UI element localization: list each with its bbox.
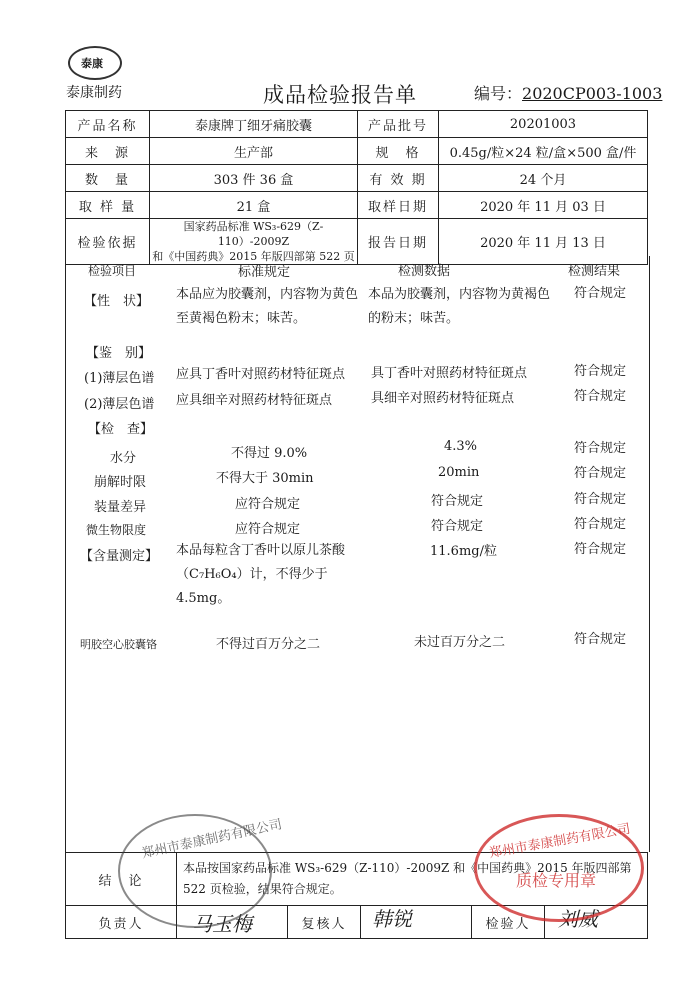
responsible-label: 负责人 — [66, 906, 177, 939]
ident-result-1: 符合规定 — [574, 364, 627, 379]
inspector-signature: 刘威 — [558, 907, 598, 931]
responsible-signature: 马玉梅 — [192, 912, 252, 936]
insp-standard-4: 应符合规定 — [235, 522, 301, 537]
capsule-result: 符合规定 — [574, 632, 627, 647]
test-results-section — [65, 256, 650, 852]
reviewer-signature: 韩锐 — [372, 907, 412, 931]
serial-value: 2020CP003-1003 — [522, 84, 663, 103]
insp-standard-1: 不得过 9.0% — [231, 446, 308, 461]
insp-data-1: 4.3% — [444, 439, 478, 454]
identification-label: 【鉴 别】 — [86, 346, 152, 361]
insp-item-2: 崩解时限 — [94, 475, 147, 490]
ident-data-1: 具丁香叶对照药材特征斑点 — [371, 366, 528, 381]
sample-value: 21 盒 — [150, 192, 358, 219]
conclusion-label: 结 论 — [66, 853, 177, 906]
serial-label: 编号： — [474, 84, 523, 103]
insp-result-1: 符合规定 — [574, 441, 627, 456]
batch-number: 20201003 — [439, 111, 648, 138]
ident-result-2: 符合规定 — [574, 389, 627, 404]
ident-standard-2: 应具细辛对照药材特征斑点 — [176, 393, 333, 408]
insp-item-1: 水分 — [110, 451, 137, 466]
character-result: 符合规定 — [574, 286, 627, 301]
character-data: 本品为胶囊剂，内容物为黄褐色的粉末；味苦。 — [368, 287, 551, 326]
left-stamp-text: 郑州市泰康制药有限公司 — [140, 817, 284, 862]
insp-data-2: 20min — [438, 465, 480, 480]
product-info-table — [65, 110, 648, 265]
quantity-value: 303 件 36 盒 — [150, 165, 358, 192]
inspection-label: 【检 查】 — [88, 422, 154, 437]
basis-line-1: 国家药品标准 WS₃-629（Z-110）-2009Z — [183, 220, 324, 248]
quantity-label: 数 量 — [66, 165, 150, 192]
inspector-label: 检验人 — [472, 906, 545, 939]
company-name: 泰康制药 — [66, 85, 122, 101]
spec-value: 0.45g/粒×24 粒/盒×500 盒/件 — [439, 138, 648, 165]
character-standard: 本品应为胶囊剂，内容物为黄色至黄褐色粉末；味苦。 — [176, 287, 359, 326]
insp-data-4: 符合规定 — [431, 519, 484, 534]
ident-item-1: (1)薄层色谱 — [84, 371, 155, 386]
source-label: 来 源 — [66, 138, 150, 165]
expiry-label: 有 效 期 — [358, 165, 439, 192]
capsule-item: 明胶空心胶囊铬 — [80, 638, 157, 651]
column-item: 检验项目 — [88, 264, 137, 278]
batch-label: 产品批号 — [358, 111, 439, 138]
insp-data-3: 符合规定 — [431, 494, 484, 509]
insp-item-3: 装量差异 — [94, 500, 147, 515]
sample-date-label: 取样日期 — [358, 192, 439, 219]
insp-result-4: 符合规定 — [574, 517, 627, 532]
insp-standard-2: 不得大于 30min — [216, 471, 314, 486]
product-name: 泰康牌丁细牙痛胶囊 — [150, 111, 358, 138]
source-value: 生产部 — [150, 138, 358, 165]
ident-standard-1: 应具丁香叶对照药材特征斑点 — [176, 367, 346, 382]
sample-label: 取 样 量 — [66, 192, 150, 219]
insp-result-2: 符合规定 — [574, 466, 627, 481]
column-result: 检测结果 — [568, 264, 621, 279]
assay-label: 【含量测定】 — [80, 549, 159, 564]
insp-standard-3: 应符合规定 — [235, 497, 301, 512]
assay-result: 符合规定 — [574, 542, 627, 557]
report-date: 2020 年 11 月 13 日 — [439, 219, 648, 265]
capsule-data: 未过百万分之二 — [414, 635, 506, 650]
insp-result-3: 符合规定 — [574, 492, 627, 507]
column-standard: 标准规定 — [238, 265, 291, 280]
serial-number — [474, 81, 662, 104]
spec-label: 规 格 — [358, 138, 439, 165]
ident-data-2: 具细辛对照药材特征斑点 — [371, 391, 515, 406]
conclusion-text: 本品按国家药品标准 WS₃-629（Z-110）-2009Z 和《中国药典》2015 年版四部第 522 页检验，结果符合规定。 — [177, 853, 648, 906]
reviewer-label: 复核人 — [288, 906, 361, 939]
qc-stamp-ring-text: 郑州市泰康制药有限公司 — [488, 821, 632, 862]
basis-label: 检验依据 — [66, 219, 150, 265]
character-label: 【性 状】 — [84, 294, 150, 309]
ident-item-2: (2)薄层色谱 — [84, 397, 155, 412]
sample-date: 2020 年 11 月 03 日 — [439, 192, 648, 219]
basis-line-2: 和《中国药典》2015 年版四部第 522 页 — [152, 250, 355, 263]
qc-stamp-text: 质检专用章 — [516, 871, 597, 890]
report-date-label: 报告日期 — [358, 219, 439, 265]
expiry-value: 24 个月 — [439, 165, 648, 192]
column-data: 检测数据 — [398, 264, 451, 279]
product-name-label: 产品名称 — [66, 111, 150, 138]
assay-data: 11.6mg/粒 — [430, 544, 497, 559]
assay-standard: 本品每粒含丁香叶以原儿茶酸（C₇H₆O₄）计，不得少于 4.5mg。 — [176, 543, 346, 606]
logo-text: 泰康 — [81, 57, 103, 70]
company-logo — [68, 46, 122, 80]
capsule-standard: 不得过百万分之二 — [216, 637, 321, 652]
insp-item-4: 微生物限度 — [86, 523, 147, 537]
report-title: 成品检验报告单 — [263, 83, 417, 107]
